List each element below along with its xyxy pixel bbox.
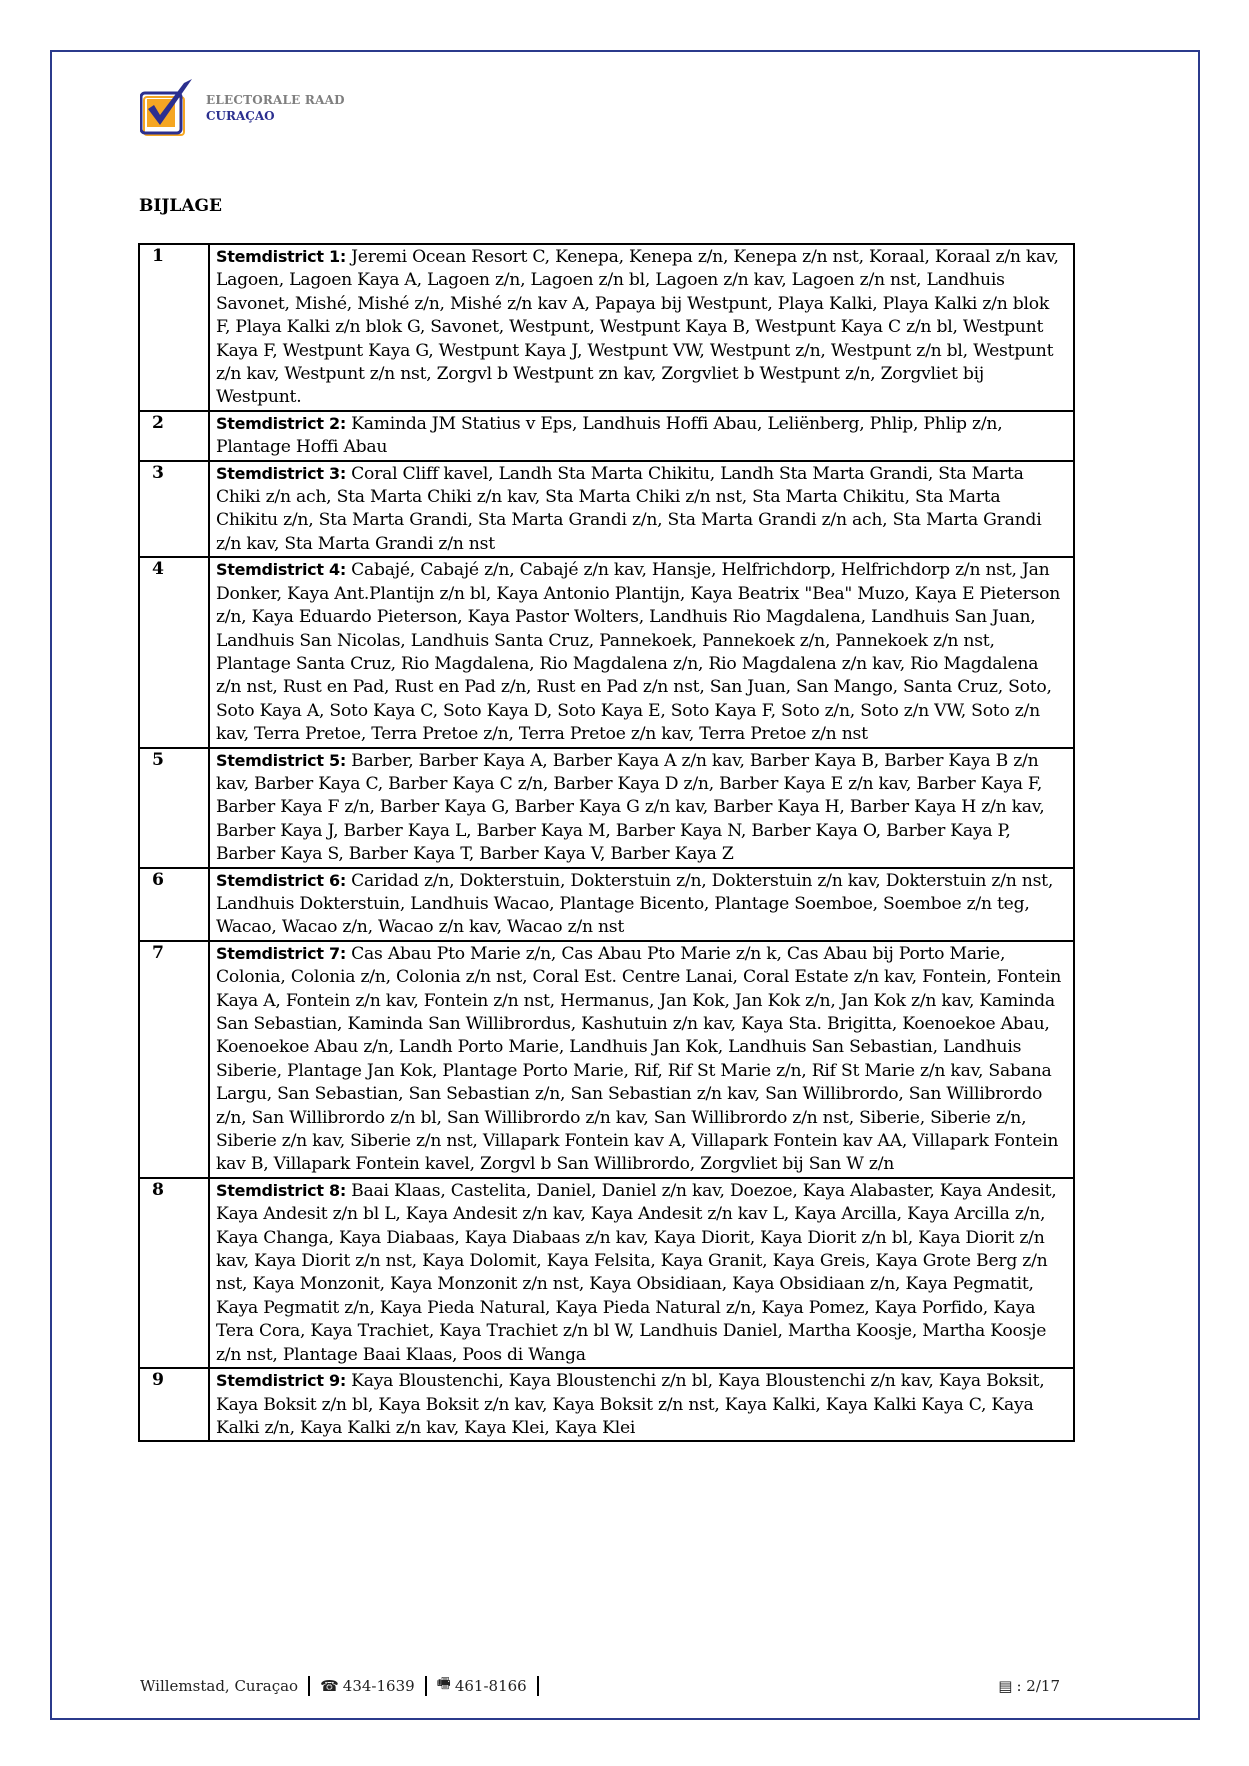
- district-street-list: Caridad z/n, Dokterstuin, Dokterstuin z/n, Dokterstuin z/n kav, Dokterstuin z/n nst, Landhuis Dokterstuin, Landhuis Wacao, Plantage Bicento, Plantage Soemboe, Soemboe z/n teg, Wacao, Wacao z/n, Wacao z/n kav, Wacao z/n nst: [216, 870, 1054, 938]
- district-street-list: Cabajé, Cabajé z/n, Cabajé z/n kav, Hansje, Helfrichdorp, Helfrichdorp z/n nst, Jan Donker, Kaya Ant.Plantijn z/n bl, Kaya Antonio Plantijn, Kaya Beatrix "Bea" Muzo, Kaya E Pieterson z/n, Kaya Eduardo Pieterson, Kaya Pastor Wolters, Landhuis Rio Magdalena, Landhuis San Juan, Landhuis San Nicolas, Landhuis Santa Cruz, Pannekoek, Pannekoek z/n, Pannekoek z/n nst, Plantage Santa Cruz, Rio Magdalena, Rio Magdalena z/n, Rio Magdalena z/n kav, Rio Magdalena z/n nst, Rust en Pad, Rust en Pad z/n, Rust en Pad z/n nst, San Juan, San Mango, Santa Cruz, Soto, Soto Kaya A, Soto Kaya C, Soto Kaya D, Soto Kaya E, Soto Kaya F, Soto z/n, Soto z/n VW, Soto z/n kav, Terra Pretoe, Terra Pretoe z/n, Terra Pretoe z/n kav, Terra Pretoe z/n nst: [216, 560, 1061, 745]
- district-street-list: Barber, Barber Kaya A, Barber Kaya A z/n kav, Barber Kaya B, Barber Kaya B z/n kav, Barber Kaya C, Barber Kaya C z/n, Barber Kaya D z/n, Barber Kaya E z/n kav, Barber Kaya F, Barber Kaya F z/n, Barber Kaya G, Barber Kaya G z/n kav, Barber Kaya H, Barber Kaya H z/n kav, Barber Kaya J, Barber Kaya L, Barber Kaya M, Barber Kaya N, Barber Kaya O, Barber Kaya P, Barber Kaya S, Barber Kaya T, Barber Kaya V, Barber Kaya Z: [216, 750, 1045, 865]
- district-label: Stemdistrict 8:: [216, 1180, 346, 1200]
- district-streets: [209, 411, 1074, 461]
- district-row: [139, 411, 1074, 461]
- page-footer: [140, 1673, 1060, 1698]
- district-row: [139, 941, 1074, 1178]
- district-row: [139, 1178, 1074, 1368]
- district-label: Stemdistrict 9:: [216, 1371, 346, 1391]
- document-icon: ▤: [998, 1676, 1013, 1695]
- district-label: Stemdistrict 7:: [216, 943, 346, 963]
- district-row: [139, 557, 1074, 747]
- district-row: [139, 244, 1074, 411]
- district-street-list: Coral Cliff kavel, Landh Sta Marta Chikitu, Landh Sta Marta Grandi, Sta Marta Chiki z/n ach, Sta Marta Chiki z/n kav, Sta Marta Chiki z/n nst, Sta Marta Chikitu, Sta Marta Chikitu z/n, Sta Marta Grandi, Sta Marta Grandi z/n, Sta Marta Grandi z/n ach, Sta Marta Grandi z/n kav, Sta Marta Grandi z/n nst: [216, 463, 1042, 554]
- footer-separator: [537, 1676, 539, 1696]
- page-number-text: : 2/17: [1016, 1676, 1060, 1695]
- district-streets: [209, 1368, 1074, 1441]
- district-label: Stemdistrict 6:: [216, 870, 346, 890]
- org-name-line1: ELECTORALE RAAD: [206, 93, 345, 107]
- district-number: 1: [139, 244, 209, 411]
- district-number: 9: [139, 1368, 209, 1441]
- telephone-icon: ☎: [320, 1676, 339, 1695]
- district-number: 2: [139, 411, 209, 461]
- district-number: 7: [139, 941, 209, 1178]
- district-street-list: Jeremi Ocean Resort C, Kenepa, Kenepa z/n, Kenepa z/n nst, Koraal, Koraal z/n kav, Lagoen, Lagoen Kaya A, Lagoen z/n, Lagoen z/n bl, Lagoen z/n kav, Lagoen z/n nst, Landhuis Savonet, Mishé, Mishé z/n, Mishé z/n kav A, Papaya bij Westpunt, Playa Kalki, Playa Kalki z/n blok F, Playa Kalki z/n blok G, Savonet, Westpunt, Westpunt Kaya B, Westpunt Kaya C z/n bl, Westpunt Kaya F, Westpunt Kaya G, Westpunt Kaya J, Westpunt VW, Westpunt z/n, Westpunt z/n bl, Westpunt z/n kav, Westpunt z/n nst, Zorgvl b Westpunt zn kav, Zorgvliet b Westpunt z/n, Zorgvliet bij Westpunt.: [216, 247, 1059, 408]
- organization-logo: [140, 77, 345, 139]
- district-streets: [209, 244, 1074, 411]
- footer-phone: 434-1639: [342, 1676, 415, 1695]
- district-label: Stemdistrict 3:: [216, 463, 346, 483]
- district-streets: [209, 557, 1074, 747]
- district-street-list: Cas Abau Pto Marie z/n, Cas Abau Pto Marie z/n k, Cas Abau bij Porto Marie, Colonia, Colonia z/n, Colonia z/n nst, Coral Est. Centre Lanai, Coral Estate z/n kav, Fontein, Fontein Kaya A, Fontein z/n kav, Fontein z/n nst, Hermanus, Jan Kok, Jan Kok z/n, Jan Kok z/n kav, Kaminda San Sebastian, Kaminda San Willibrordus, Kashutuin z/n kav, Kaya Sta. Brigitta, Koenoekoe Abau, Koenoekoe Abau z/n, Landh Porto Marie, Landhuis Jan Kok, Landhuis San Sebastian, Landhuis Siberie, Plantage Jan Kok, Plantage Porto Marie, Rif, Rif St Marie z/n, Rif St Marie z/n kav, Sabana Largu, San Sebastian, San Sebastian z/n, San Sebastian z/n kav, San Willibrordo, San Willibrordo z/n, San Willibrordo z/n bl, San Willibrordo z/n kav, San Willibrordo z/n nst, Siberie, Siberie z/n, Siberie z/n kav, Siberie z/n nst, Villapark Fontein kav A, Villapark Fontein kav AA, Villapark Fontein kav B, Villapark Fontein kavel, Zorgvl b San Willibrordo, Zorgvliet bij San W z/n: [216, 943, 1062, 1175]
- page-number: [998, 1677, 1060, 1695]
- footer-separator: [308, 1676, 310, 1696]
- footer-city: Willemstad, Curaçao: [140, 1676, 299, 1695]
- district-number: 8: [139, 1178, 209, 1368]
- district-row: [139, 1368, 1074, 1441]
- district-streets: [209, 868, 1074, 941]
- footer-separator: [425, 1676, 427, 1696]
- district-street-list: Kaminda JM Statius v Eps, Landhuis Hoffi Abau, Leliënberg, Phlip, Phlip z/n, Plantage Hoffi Abau: [216, 413, 1003, 458]
- district-streets: [209, 941, 1074, 1178]
- district-row: [139, 748, 1074, 868]
- district-label: Stemdistrict 2:: [216, 413, 346, 433]
- district-label: Stemdistrict 5:: [216, 750, 346, 770]
- district-table: [138, 243, 1075, 1442]
- district-street-list: Baai Klaas, Castelita, Daniel, Daniel z/n kav, Doezoe, Kaya Alabaster, Kaya Andesit, Kaya Andesit z/n bl L, Kaya Andesit z/n kav, Kaya Andesit z/n kav L, Kaya Arcilla, Kaya Arcilla z/n, Kaya Changa, Kaya Diabaas, Kaya Diabaas z/n kav, Kaya Diorit, Kaya Diorit z/n bl, Kaya Diorit z/n kav, Kaya Diorit z/n nst, Kaya Dolomit, Kaya Felsita, Kaya Granit, Kaya Greis, Kaya Grote Berg z/n nst, Kaya Monzonit, Kaya Monzonit z/n nst, Kaya Obsidiaan, Kaya Obsidiaan z/n, Kaya Pegmatit, Kaya Pegmatit z/n, Kaya Pieda Natural, Kaya Pieda Natural z/n, Kaya Pomez, Kaya Porfido, Kaya Tera Cora, Kaya Trachiet, Kaya Trachiet z/n bl W, Landhuis Daniel, Martha Koosje, Martha Koosje z/n nst, Plantage Baai Klaas, Poos di Wanga: [216, 1180, 1057, 1365]
- district-streets: [209, 748, 1074, 868]
- district-number: 6: [139, 868, 209, 941]
- district-label: Stemdistrict 1:: [216, 247, 346, 266]
- fax-icon: 🖷: [436, 1674, 451, 1692]
- page-heading: BIJLAGE: [139, 196, 222, 216]
- district-label: Stemdistrict 4:: [216, 560, 346, 580]
- footer-fax: 461-8166: [454, 1676, 527, 1695]
- checkmark-ballot-icon: [140, 77, 196, 139]
- district-number: 3: [139, 461, 209, 558]
- district-street-list: Kaya Bloustenchi, Kaya Bloustenchi z/n bl, Kaya Bloustenchi z/n kav, Kaya Boksit, Kaya Boksit z/n bl, Kaya Boksit z/n kav, Kaya Boksit z/n nst, Kaya Kalki, Kaya Kalki Kaya C, Kaya Kalki z/n, Kaya Kalki z/n kav, Kaya Klei, Kaya Klei: [216, 1371, 1045, 1438]
- org-name-line2: CURAÇAO: [206, 109, 275, 123]
- district-row: [139, 461, 1074, 558]
- district-number: 4: [139, 557, 209, 747]
- district-number: 5: [139, 748, 209, 868]
- district-row: [139, 868, 1074, 941]
- district-streets: [209, 1178, 1074, 1368]
- district-streets: [209, 461, 1074, 558]
